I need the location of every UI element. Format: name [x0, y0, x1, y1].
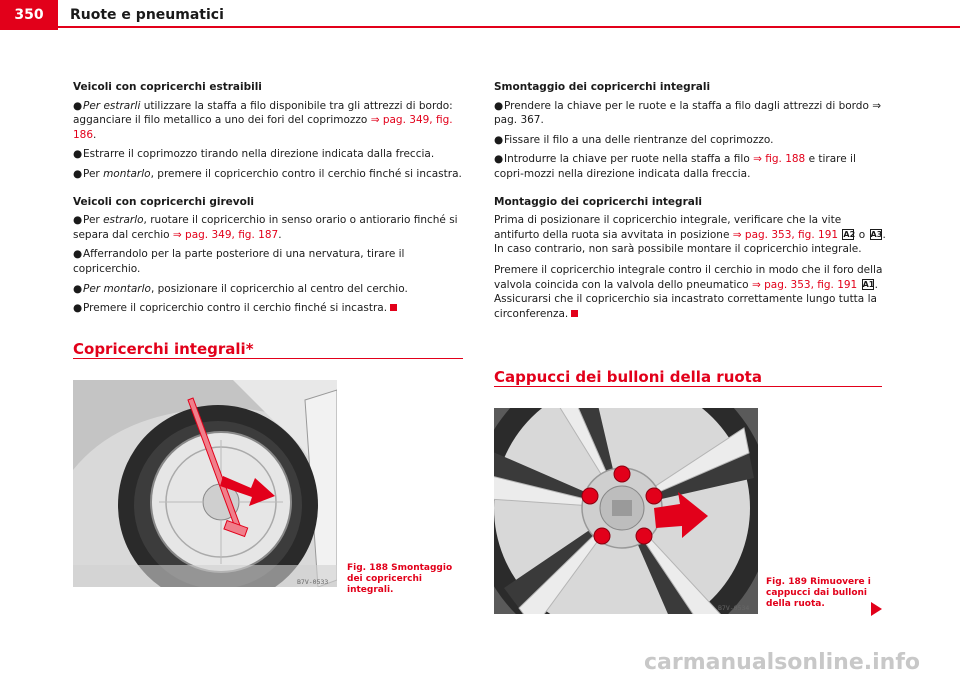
image-code: B7V-0533 [297, 578, 329, 586]
bullet-icon: ● [73, 214, 83, 227]
next-page-arrow-icon[interactable] [871, 602, 882, 616]
figure-188-image [73, 380, 337, 587]
bullet-item: ●Per montarlo, premere il copricerchio contro il cerchio finché si incastra. [73, 167, 462, 180]
bullet-icon: ● [494, 133, 504, 146]
subheading-mount: Montaggio dei copricerchi integrali [494, 195, 703, 208]
paragraph: Premere il copricerchio integrale contro il cerchio in modo che il foro della valvola coincida con la valvola dello pneumatico ⇒ pag. 353, fig. 191 A1. Assicurarsi che il copricerchio sia incastrato correttamente lungo tutta la circonferenza. [494, 263, 883, 320]
page-link[interactable]: ⇒ pag. 353, fig. 191 [732, 228, 839, 241]
bullet-item: ●Per montarlo, posizionare il copricerchio al centro del cerchio. [73, 282, 408, 295]
bullet-icon: ● [494, 99, 504, 112]
callout-badge: A3 [870, 230, 883, 240]
page-link[interactable]: ⇒ pag. 349, fig. 187 [172, 228, 279, 241]
bullet-icon: ● [73, 282, 83, 295]
bullet-item: ●Introdurre la chiave per ruote nella staffa a filo ⇒ fig. 188 e tirare il copri-mozzi nella direzione indicata dalla freccia. [494, 153, 856, 180]
bullet-item: ●Estrarre il coprimozzo tirando nella direzione indicata dalla freccia. [73, 148, 435, 161]
watermark: carmanualsonline.info [644, 650, 920, 675]
end-mark-icon [571, 310, 578, 317]
figure-189-image [494, 408, 758, 614]
section-title-bolt-caps: Cappucci dei bulloni della ruota [494, 368, 762, 386]
subheading-removable-covers: Veicoli con copricerchi estraibili [73, 81, 262, 93]
bullet-item: ●Fissare il filo a una delle rientranze del coprimozzo. [494, 133, 774, 146]
bullet-item: ●Prendere la chiave per le ruote e la staffa a filo dagli attrezzi di bordo ⇒ pag. 367. [494, 99, 882, 127]
bullet-item: ●Premere il copricerchio contro il cerchio finché si incastra. [73, 301, 465, 316]
subheading-dismount: Smontaggio dei copricerchi integrali [494, 81, 711, 93]
bullet-icon: ● [73, 167, 83, 180]
bullet-icon: ● [494, 153, 504, 166]
figure-189-caption: Fig. 189 Rimuovere i cappucci dai bulloni della ruota. [766, 577, 871, 609]
figure-188-caption: Fig. 188 Smontaggio dei copricerchi integrali. [347, 563, 453, 595]
section-title-integral-covers: Copricerchi integrali* [73, 340, 254, 358]
bullet-icon: ● [73, 99, 83, 112]
page-number: 350 [0, 0, 58, 30]
image-code: B7V-0534 [718, 604, 750, 612]
right-column [494, 80, 886, 327]
left-column [73, 80, 465, 321]
wheel-cover-removal-illustration [73, 380, 337, 587]
section-rule [494, 386, 882, 387]
bullet-item: ●Per estrarlo, ruotare il copricerchio in senso orario o antiorario finché si separa dal cerchio ⇒ pag. 349, fig. 187. [73, 214, 458, 241]
bullet-icon: ● [73, 302, 83, 315]
header-rule [58, 26, 960, 28]
callout-badge: A2 [843, 230, 856, 240]
bullet-icon: ● [73, 248, 83, 261]
bullet-icon: ● [73, 148, 83, 161]
figure-link[interactable]: ⇒ fig. 188 [753, 153, 806, 166]
paragraph: Prima di posizionare il copricerchio integrale, verificare che la vite antifurto della ruota sia avvitata in posizione ⇒ pag. 353, fig. 191 A2 o A3. In caso contrario, non sarà possibile montare il copricerchio integrale. [494, 214, 886, 256]
bolt-cap-removal-illustration [494, 408, 758, 614]
bullet-item: ●Afferrandolo per la parte posteriore di una nervatura, tirare il copricerchio. [73, 248, 405, 275]
end-mark-icon [390, 304, 397, 311]
bullet-item: ●Per estrarli utilizzare la staffa a filo disponibile tra gli attrezzi di bordo: agganciare il filo metallico a uno dei fori del coprimozzo ⇒ pag. 349, fig. 186. [73, 99, 453, 141]
page-link[interactable]: ⇒ pag. 349, fig. 186 [73, 114, 453, 141]
page-title: Ruote e pneumatici [70, 7, 224, 23]
callout-badge: A1 [862, 280, 875, 290]
section-rule [73, 358, 463, 359]
subheading-rotating-covers: Veicoli con copricerchi girevoli [73, 195, 255, 208]
page-link[interactable]: ⇒ pag. 353, fig. 191 [751, 278, 858, 291]
